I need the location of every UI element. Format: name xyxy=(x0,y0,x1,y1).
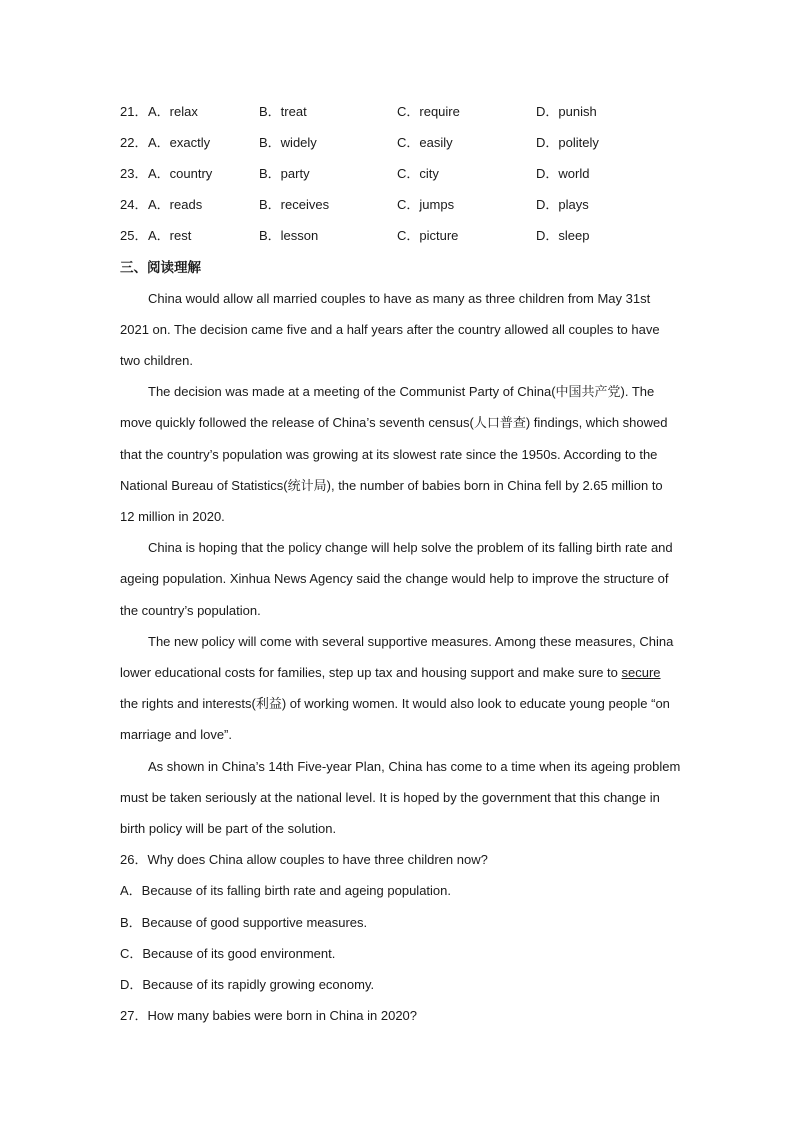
question-26-option-d: D．Because of its rapidly growing economy. xyxy=(120,977,375,992)
passage-line: that the country’s population was growing at its slowest rate since the 1950s. According to the xyxy=(120,447,658,462)
option-d: D．world xyxy=(536,166,590,181)
option-a: A．country xyxy=(148,166,213,181)
passage-line: As shown in China’s 14th Five-year Plan, China has come to a time when its ageing problem xyxy=(148,759,681,774)
passage-line: The new policy will come with several supportive measures. Among these measures, China xyxy=(148,634,674,649)
option-a: A．exactly xyxy=(148,135,211,150)
passage-line: National Bureau of Statistics(统计局), the number of babies born in China fell by 2.65 million to xyxy=(120,478,663,493)
passage-line: China is hoping that the policy change will help solve the problem of its falling birth rate and xyxy=(148,540,673,555)
passage-line: must be taken seriously at the national level. It is hoped by the government that this change in xyxy=(120,790,660,805)
question-26-option-a: A．Because of its falling birth rate and ageing population. xyxy=(120,883,451,898)
option-c: C．picture xyxy=(397,228,459,243)
option-b: B．party xyxy=(259,166,310,181)
passage-line: move quickly followed the release of China’s seventh census(人口普查) findings, which showed xyxy=(120,415,668,430)
passage-line xyxy=(120,663,661,683)
question-number: 24． xyxy=(120,197,148,212)
passage-text: lower educational costs for families, step up tax and housing support and make sure to xyxy=(120,665,622,680)
section-heading: 三、阅读理解 xyxy=(120,260,201,275)
option-a: A．reads xyxy=(148,197,203,212)
question-number: 23． xyxy=(120,166,148,181)
option-a: A．rest xyxy=(148,228,192,243)
option-a: A．relax xyxy=(148,104,198,119)
passage-line: the country’s population. xyxy=(120,603,261,618)
passage-line: China would allow all married couples to have as many as three children from May 31st xyxy=(148,291,651,306)
option-c: C．city xyxy=(397,166,439,181)
question-26-option-b: B．Because of good supportive measures. xyxy=(120,915,368,930)
option-c: C．require xyxy=(397,104,460,119)
passage-line: 12 million in 2020. xyxy=(120,509,225,524)
option-d: D．politely xyxy=(536,135,599,150)
option-d: D．sleep xyxy=(536,228,590,243)
option-c: C．easily xyxy=(397,135,453,150)
option-d: D．plays xyxy=(536,197,589,212)
underlined-word: secure xyxy=(621,665,661,680)
passage-line: marriage and love”. xyxy=(120,727,232,742)
option-b: B．lesson xyxy=(259,228,319,243)
passage-line: 2021 on. The decision came five and a half years after the country allowed all couples to have xyxy=(120,322,660,337)
option-b: B．widely xyxy=(259,135,317,150)
option-d: D．punish xyxy=(536,104,597,119)
passage-line: The decision was made at a meeting of the Communist Party of China(中国共产党). The xyxy=(148,384,655,399)
option-c: C．jumps xyxy=(397,197,455,212)
option-b: B．receives xyxy=(259,197,330,212)
question-26-option-c: C．Because of its good environment. xyxy=(120,946,336,961)
passage-line: two children. xyxy=(120,353,193,368)
question-number: 25． xyxy=(120,228,148,243)
question-26: 26．Why does China allow couples to have three children now? xyxy=(120,852,488,867)
passage-line: ageing population. Xinhua News Agency said the change would help to improve the structure of xyxy=(120,571,669,586)
question-27: 27．How many babies were born in China in 2020? xyxy=(120,1008,418,1023)
question-number: 21． xyxy=(120,104,148,119)
passage-line: birth policy will be part of the solution. xyxy=(120,821,337,836)
passage-line: the rights and interests(利益) of working women. It would also look to educate young people “on xyxy=(120,696,670,711)
option-b: B．treat xyxy=(259,104,307,119)
question-number: 22． xyxy=(120,135,148,150)
